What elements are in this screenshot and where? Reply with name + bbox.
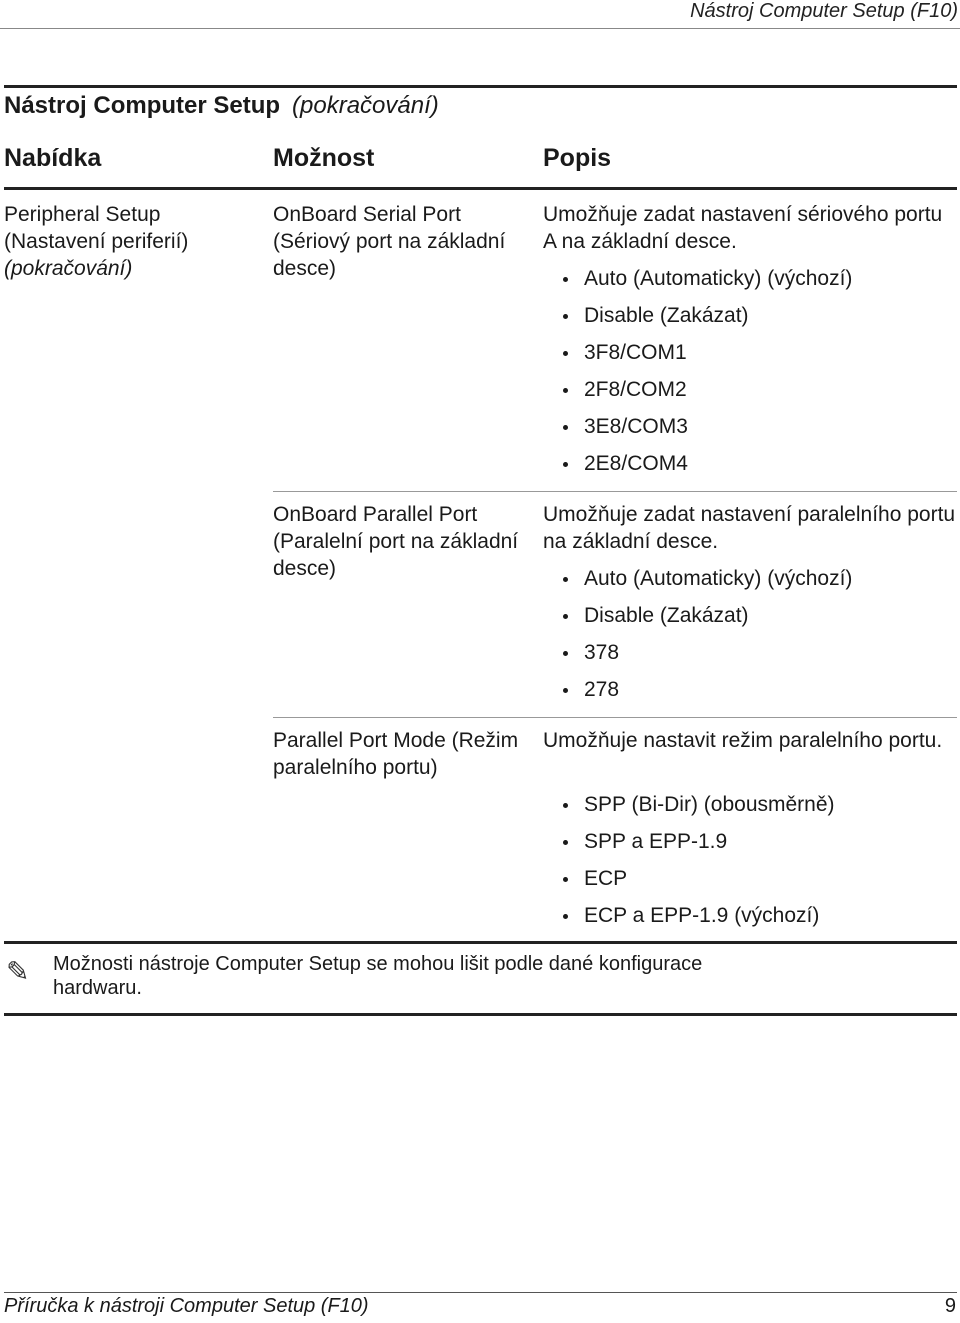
option-cell: Parallel Port Mode (Režim paralelního portu) [273, 729, 519, 779]
table-top-rule [4, 85, 957, 88]
description-cell: Umožňuje zadat nastavení sériového portu A na základní desce. [543, 203, 943, 253]
note-top-rule [4, 941, 957, 944]
menu-cell [4, 201, 259, 282]
note-text: Možnosti nástroje Computer Setup se mohou lišit podle dané konfigurace hardwaru. [53, 953, 703, 999]
table-title [4, 92, 439, 120]
column-header-option: Možnost [273, 144, 375, 172]
running-header: Nástroj Computer Setup (F10) [690, 0, 958, 22]
list-item: 378 [563, 639, 852, 676]
note-bottom-rule [4, 1013, 957, 1016]
list-item: SPP (Bi-Dir) (obousměrně) [563, 791, 835, 828]
row-separator [273, 717, 957, 718]
header-bottom-rule [4, 187, 957, 190]
row-separator [273, 491, 957, 492]
list-item: 3E8/COM3 [563, 413, 852, 450]
option-values-list [563, 265, 852, 487]
footer-title: Příručka k nástroji Computer Setup (F10) [4, 1295, 369, 1317]
menu-name: Peripheral Setup [4, 203, 161, 226]
list-item: 2F8/COM2 [563, 376, 852, 413]
option-values-list [563, 565, 852, 713]
list-item: SPP a EPP-1.9 [563, 828, 835, 865]
table-title-continued: (pokračování) [292, 92, 439, 119]
table-title-main: Nástroj Computer Setup [4, 92, 281, 119]
pencil-note-icon: ✎ [6, 956, 30, 987]
option-cell: OnBoard Serial Port (Sériový port na základní desce) [273, 203, 506, 280]
list-item: Disable (Zakázat) [563, 602, 852, 639]
list-item: Disable (Zakázat) [563, 302, 852, 339]
menu-continued: (pokračování) [4, 257, 133, 280]
list-item: ECP [563, 865, 835, 902]
header-rule [0, 28, 960, 29]
column-header-description: Popis [543, 144, 612, 172]
description-cell: Umožňuje nastavit režim paralelního portu. [543, 729, 943, 752]
list-item: ECP a EPP-1.9 (výchozí) [563, 902, 835, 939]
column-header-menu: Nabídka [4, 144, 102, 172]
list-item: Auto (Automaticky) (výchozí) [563, 265, 852, 302]
page-number: 9 [944, 1295, 956, 1317]
list-item: Auto (Automaticky) (výchozí) [563, 565, 852, 602]
option-cell: OnBoard Parallel Port (Paralelní port na základní desce) [273, 503, 519, 580]
description-cell: Umožňuje zadat nastavení paralelního portu na základní desce. [543, 503, 956, 553]
footer-rule [4, 1292, 957, 1293]
list-item: 3F8/COM1 [563, 339, 852, 376]
option-values-list [563, 791, 835, 939]
menu-name-translation: (Nastavení periferií) [4, 230, 189, 253]
list-item: 278 [563, 676, 852, 713]
list-item: 2E8/COM4 [563, 450, 852, 487]
